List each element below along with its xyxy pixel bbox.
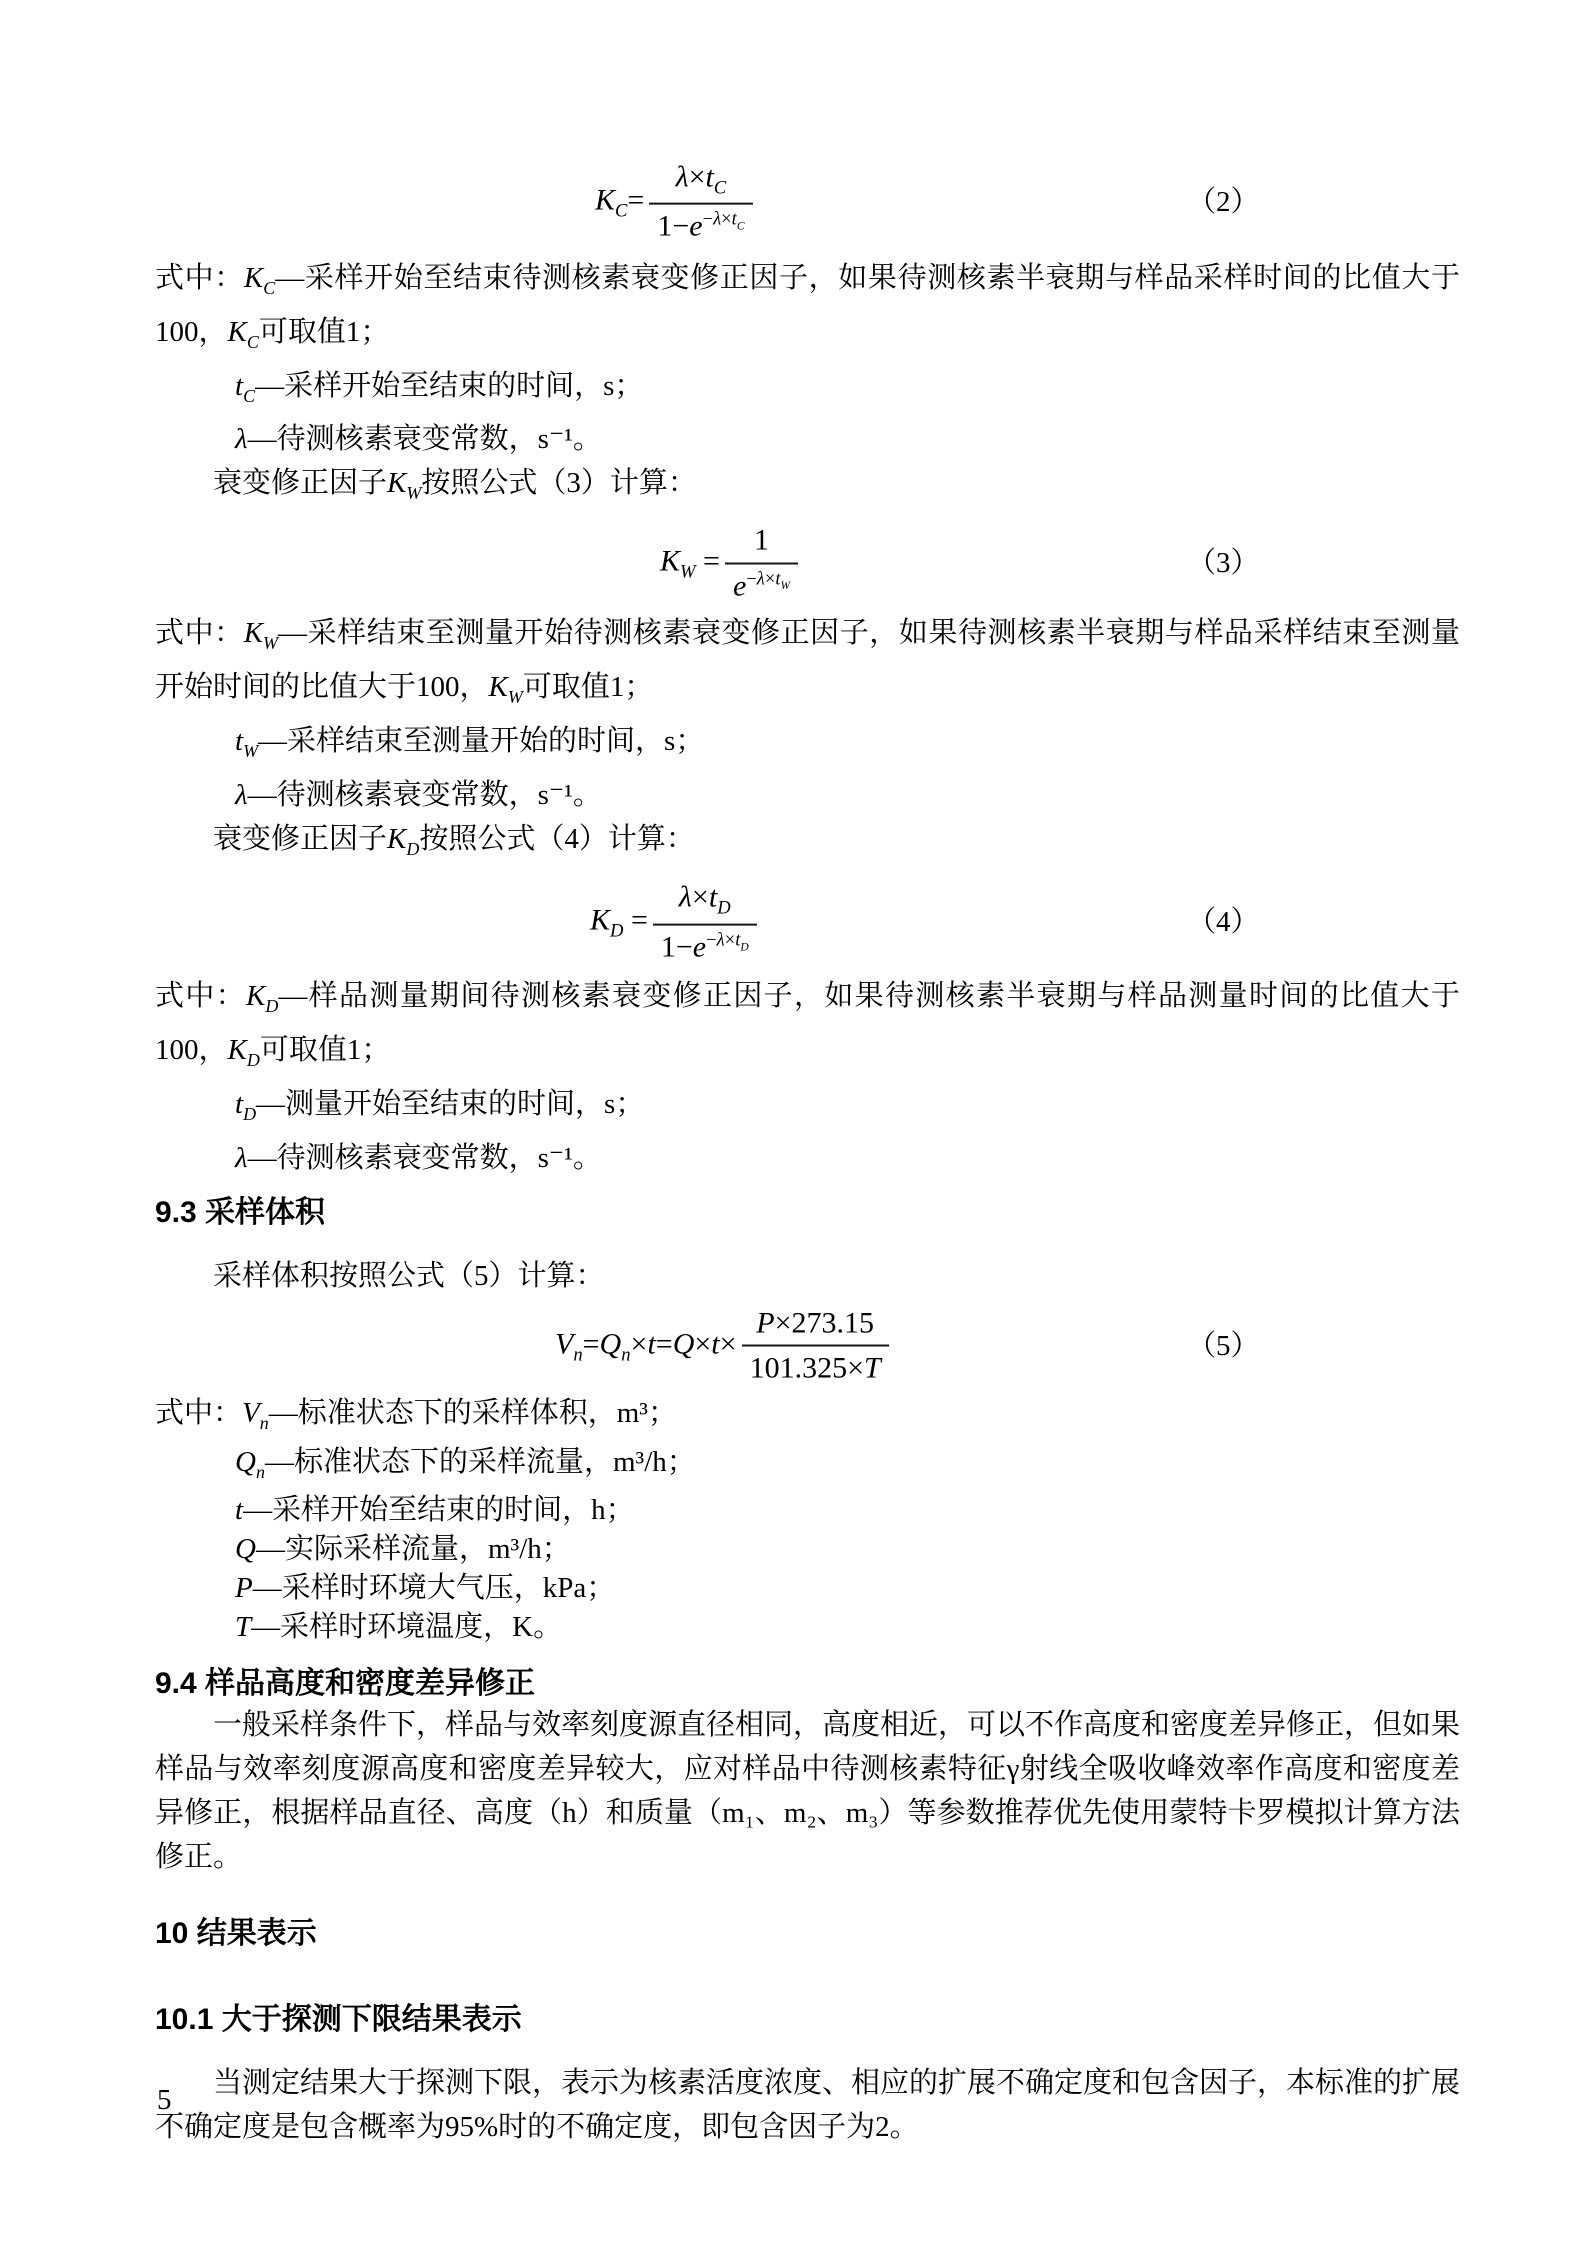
equation-3-denominator: $e^{-\lambda\times t_W}$	[725, 562, 798, 605]
equation-5-numerator: P×273.15	[756, 1306, 874, 1340]
equation-2-lhs: $K_C=$	[595, 183, 645, 222]
equation-4-fraction	[653, 879, 757, 966]
definition-t: t—采样开始至结束的时间，h；	[235, 1494, 635, 1527]
equation-3-fraction	[725, 522, 798, 605]
definition-qn: $Q_n—$标准状态下的采样流量，m³/h；	[235, 1445, 696, 1482]
page-number: 5	[157, 2084, 172, 2116]
definition-list-eq5	[155, 1394, 1460, 1648]
definition-td: $t_D—$测量开始至结束的时间，s；	[235, 1087, 645, 1124]
equation-5-row	[155, 1298, 1460, 1394]
definition-p: P—采样时环境大气压，kPa；	[235, 1572, 616, 1605]
equation-4-number: （4）	[1187, 906, 1260, 939]
definition-lambda-c: λ—待测核素衰变常数，s⁻¹。	[235, 423, 602, 456]
wherein-eq3: 式中：$K_W—$采样结束至测量开始待测核素衰变修正因子，如果待测核素半衰期与样品采样结束至测量开始时间的比值大于100，$K_W$可取值1；	[155, 617, 1460, 707]
intro-eq3: 衰变修正因子$K_W$按照公式（3）计算：	[213, 467, 697, 504]
equation-4	[590, 879, 757, 966]
definition-lambda-d: λ—待测核素衰变常数，s⁻¹。	[235, 1141, 602, 1174]
definition-tc: $t_C—$采样开始至结束的时间，s；	[235, 369, 644, 406]
equation-2-row	[155, 148, 1460, 256]
equation-3-row	[155, 515, 1460, 611]
definition-tt: T—采样时环境温度，K。	[235, 1611, 563, 1644]
equation-4-row	[155, 870, 1460, 974]
definition-vn: 式中：$V_n—$标准状态下的采样体积，m³；	[155, 1396, 677, 1433]
equation-5-number: （5）	[1187, 1329, 1260, 1362]
equation-4-numerator: $\lambda\times t_D$	[678, 881, 731, 920]
equation-2-fraction	[649, 159, 752, 246]
section-10-1-body: 当测定结果大于探测下限，表示为核素活度浓度、相应的扩展不确定度和包含因子，本标准的扩展不确定度是包含概率为95%时的不确定度，即包含因子为2。	[155, 2067, 1461, 2144]
equation-3-number: （3）	[1187, 547, 1260, 580]
section-heading-9-3: 9.3 采样体积	[155, 1195, 326, 1229]
equation-3-numerator: 1	[754, 523, 770, 557]
section-heading-10: 10 结果表示	[155, 1917, 317, 1951]
section-heading-10-1: 10.1 大于探测下限结果表示	[155, 2003, 522, 2037]
equation-2-numerator: $\lambda\times t_C$	[675, 160, 727, 199]
wherein-eq4: 式中：$K_D—$样品测量期间待测核素衰变修正因子，如果待测核素半衰期与样品测量时间的比值大于100，$K_D$可取值1；	[155, 980, 1460, 1070]
equation-5	[555, 1304, 889, 1387]
wherein-eq2: 式中：$K_C—$采样开始至结束待测核素衰变修正因子，如果待测核素半衰期与样品采样时间的比值大于100，$K_C$可取值1；	[155, 262, 1460, 352]
section-9-4-body: 一般采样条件下，样品与效率刻度源直径相同，高度相近，可以不作高度和密度差异修正，但如果样品与效率刻度源高度和密度差异较大，应对样品中待测核素特征γ射线全吸收峰效率作高度和密度差异修正，根据样品直径、高度（h）和质量（m₁、m₂、m₃）等参数推荐优先使用蒙特卡罗模拟计算方法修正。	[155, 1709, 1461, 1874]
equation-2-number: （2）	[1187, 186, 1260, 218]
equation-2	[595, 159, 753, 246]
equation-4-denominator: $1-e^{-\lambda\times t_D}$	[653, 923, 757, 966]
definition-lambda-w: λ—待测核素衰变常数，s⁻¹。	[235, 778, 602, 811]
definition-tw: $t_W—$采样结束至测量开始的时间，s；	[235, 724, 705, 761]
equation-4-lhs: $K_D$ =	[590, 903, 648, 942]
equation-3-lhs: $K_W$ =	[660, 544, 720, 583]
equation-2-denominator: $1-e^{-\lambda\times t_C}$	[649, 203, 752, 246]
equation-3	[660, 522, 798, 605]
equation-5-fraction	[742, 1304, 889, 1387]
intro-eq4: 衰变修正因子$K_D$按照公式（4）计算：	[213, 822, 695, 859]
section-heading-9-4: 9.4 样品高度和密度差异修正	[155, 1667, 536, 1701]
definition-q: Q—实际采样流量，m³/h；	[235, 1533, 571, 1566]
equation-5-denominator: 101.325×T	[742, 1345, 889, 1388]
equation-5-lhs: $V_n=Q_n\times t=Q\times t\times$	[555, 1327, 737, 1366]
intro-eq5: 采样体积按照公式（5）计算：	[213, 1259, 605, 1292]
